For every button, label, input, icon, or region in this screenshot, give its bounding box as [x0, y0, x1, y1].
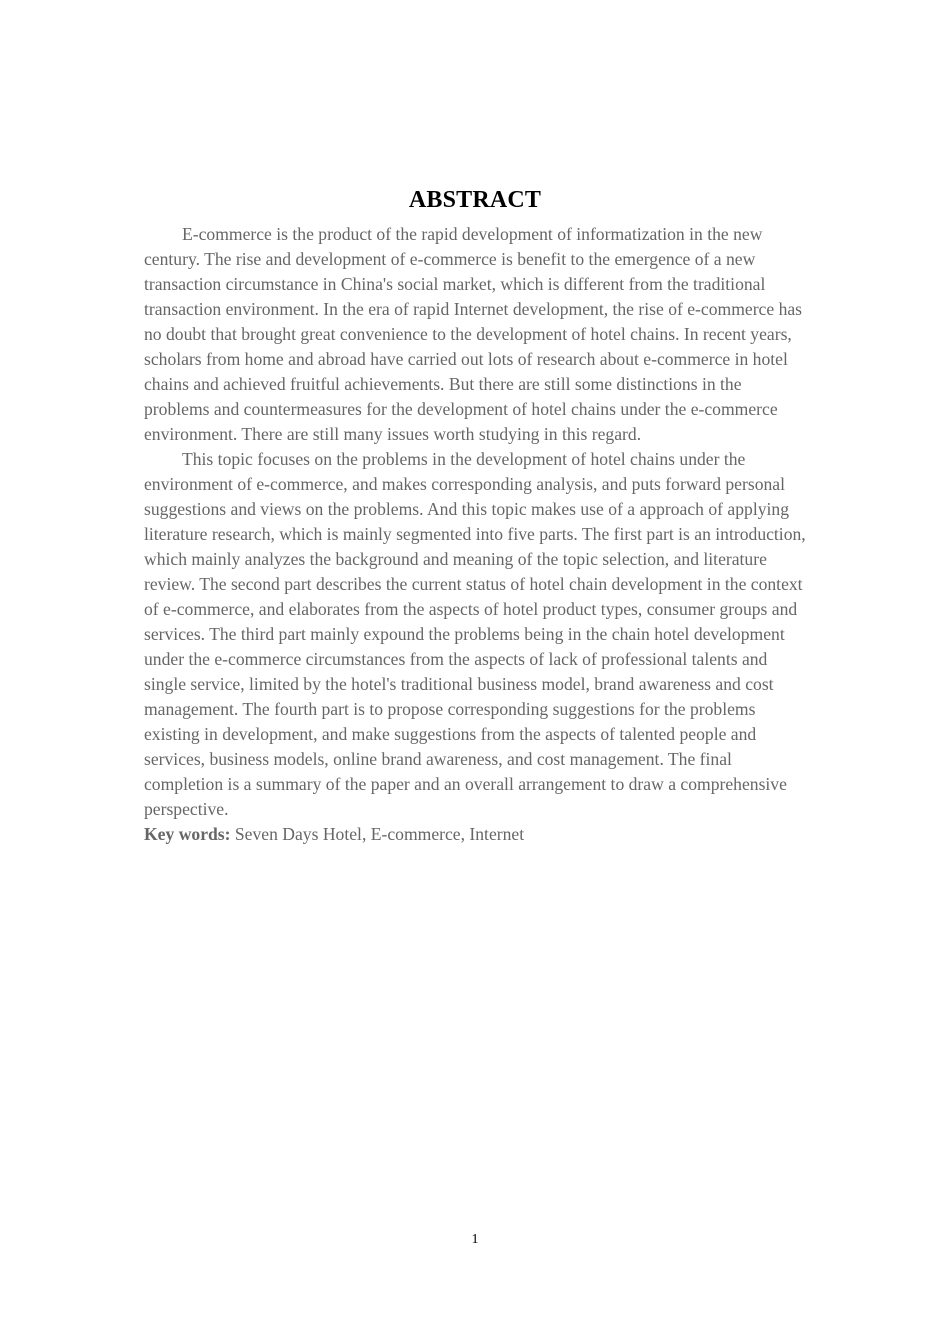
- abstract-paragraph-1: E-commerce is the product of the rapid development of informatization in the new century. The rise and development of e-commerce is benefit to the emergence of a new transaction circumstance in China's social market, which is different from the traditional transaction environment. In the era of rapid Internet development, the rise of e-commerce has no doubt that brought great convenience to the development of hotel chains. In recent years, scholars from home and abroad have carried out lots of research about e-commerce in hotel chains and achieved fruitful achievements. But there are still some distinctions in the problems and countermeasures for the development of hotel chains under the e-commerce environment. There are still many issues worth studying in this regard.: [144, 224, 803, 444]
- abstract-section: [144, 184, 806, 847]
- abstract-title: ABSTRACT: [408, 187, 542, 213]
- page-number: 1: [471, 1232, 479, 1247]
- keywords-value: Seven Days Hotel, E-commerce, Internet: [230, 824, 525, 844]
- keywords-label: Key words:: [144, 824, 231, 844]
- keywords-line: [144, 822, 806, 847]
- abstract-paragraph-2: This topic focuses on the problems in the development of hotel chains under the environment of e-commerce, and makes corresponding analysis, and puts forward personal suggestions and views on the problems. And this topic makes use of a approach of applying literature research, which is mainly segmented into five parts. The first part is an introduction, which mainly analyzes the background and meaning of the topic selection, and literature review. The second part describes the current status of hotel chain development in the context of e-commerce, and elaborates from the aspects of hotel product types, consumer groups and services. The third part mainly expound the problems being in the chain hotel development under the e-commerce circumstances from the aspects of lack of professional talents and single service, limited by the hotel's traditional business model, brand awareness and cost management. The fourth part is to propose corresponding suggestions for the problems existing in development, and make suggestions from the aspects of talented people and services, business models, online brand awareness, and cost management. The final completion is a summary of the paper and an overall arrangement to draw a comprehensive perspective.: [144, 449, 806, 819]
